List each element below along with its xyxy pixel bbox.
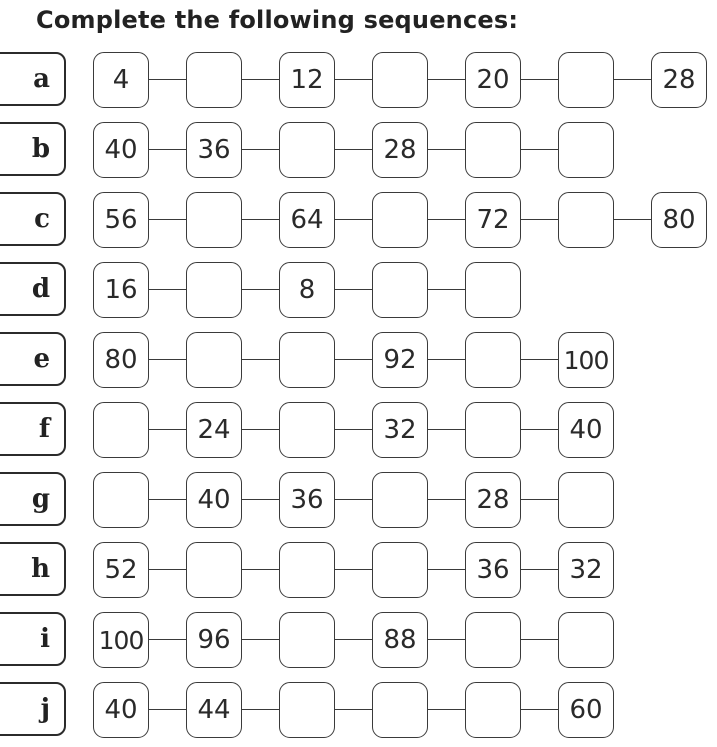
connector-line: [242, 499, 279, 500]
row-label: e: [0, 332, 66, 386]
connector-line: [335, 219, 372, 220]
connector-line: [242, 219, 279, 220]
connector-line: [428, 149, 465, 150]
connector-line: [335, 289, 372, 290]
row-label: c: [0, 192, 66, 246]
sequence-row-h: [0, 542, 717, 598]
connector-line: [428, 289, 465, 290]
answer-box[interactable]: [186, 52, 242, 108]
number-box: 28: [651, 52, 707, 108]
row-label: i: [0, 612, 66, 666]
answer-box[interactable]: [465, 682, 521, 738]
answer-box[interactable]: [465, 262, 521, 318]
connector-line: [521, 569, 558, 570]
number-box: 8: [279, 262, 335, 318]
number-box: 36: [279, 472, 335, 528]
connector-line: [149, 359, 186, 360]
number-box: 96: [186, 612, 242, 668]
connector-line: [428, 359, 465, 360]
answer-box[interactable]: [279, 682, 335, 738]
number-box: 28: [465, 472, 521, 528]
sequence-row-b: [0, 122, 717, 178]
row-label: h: [0, 542, 66, 596]
number-box: 80: [651, 192, 707, 248]
connector-line: [428, 219, 465, 220]
answer-box[interactable]: [558, 472, 614, 528]
number-box: 40: [93, 682, 149, 738]
number-box: 36: [186, 122, 242, 178]
connector-line: [149, 289, 186, 290]
answer-box[interactable]: [186, 262, 242, 318]
answer-box[interactable]: [372, 542, 428, 598]
number-box: 40: [186, 472, 242, 528]
answer-box[interactable]: [279, 402, 335, 458]
connector-line: [335, 79, 372, 80]
number-box: 64: [279, 192, 335, 248]
answer-box[interactable]: [186, 332, 242, 388]
connector-line: [428, 639, 465, 640]
sequence-row-d: [0, 262, 717, 318]
connector-line: [428, 429, 465, 430]
connector-line: [614, 79, 651, 80]
number-box: 40: [93, 122, 149, 178]
sequence-row-e: [0, 332, 717, 388]
number-box: 56: [93, 192, 149, 248]
answer-box[interactable]: [372, 682, 428, 738]
connector-line: [428, 569, 465, 570]
sequence-row-j: [0, 682, 717, 738]
page-title: Complete the following sequences:: [36, 6, 519, 34]
number-box: 32: [372, 402, 428, 458]
number-box: 36: [465, 542, 521, 598]
connector-line: [242, 149, 279, 150]
sequence-row-i: [0, 612, 717, 668]
answer-box[interactable]: [558, 612, 614, 668]
connector-line: [149, 499, 186, 500]
number-box: 100: [93, 612, 149, 668]
answer-box[interactable]: [465, 612, 521, 668]
sequence-row-g: [0, 472, 717, 528]
answer-box[interactable]: [186, 542, 242, 598]
row-label: d: [0, 262, 66, 316]
connector-line: [242, 79, 279, 80]
connector-line: [242, 289, 279, 290]
answer-box[interactable]: [279, 122, 335, 178]
row-label: g: [0, 472, 66, 526]
connector-line: [521, 429, 558, 430]
number-box: 4: [93, 52, 149, 108]
number-box: 60: [558, 682, 614, 738]
connector-line: [149, 149, 186, 150]
answer-box[interactable]: [558, 192, 614, 248]
connector-line: [335, 709, 372, 710]
connector-line: [428, 499, 465, 500]
connector-line: [521, 219, 558, 220]
answer-box[interactable]: [372, 192, 428, 248]
connector-line: [614, 219, 651, 220]
number-box: 32: [558, 542, 614, 598]
number-box: 44: [186, 682, 242, 738]
row-label: f: [0, 402, 66, 456]
number-box: 40: [558, 402, 614, 458]
answer-box[interactable]: [93, 472, 149, 528]
number-box: 100: [558, 332, 614, 388]
answer-box[interactable]: [279, 332, 335, 388]
answer-box[interactable]: [279, 542, 335, 598]
connector-line: [335, 639, 372, 640]
number-box: 72: [465, 192, 521, 248]
number-box: 12: [279, 52, 335, 108]
number-box: 88: [372, 612, 428, 668]
answer-box[interactable]: [372, 262, 428, 318]
connector-line: [149, 429, 186, 430]
connector-line: [242, 639, 279, 640]
connector-line: [335, 429, 372, 430]
number-box: 52: [93, 542, 149, 598]
row-label: a: [0, 52, 66, 106]
answer-box[interactable]: [372, 472, 428, 528]
answer-box[interactable]: [93, 402, 149, 458]
number-box: 28: [372, 122, 428, 178]
connector-line: [335, 569, 372, 570]
connector-line: [335, 499, 372, 500]
answer-box[interactable]: [372, 52, 428, 108]
connector-line: [242, 359, 279, 360]
number-box: 20: [465, 52, 521, 108]
connector-line: [521, 709, 558, 710]
connector-line: [149, 219, 186, 220]
connector-line: [242, 429, 279, 430]
connector-line: [335, 149, 372, 150]
connector-line: [149, 639, 186, 640]
answer-box[interactable]: [279, 612, 335, 668]
connector-line: [149, 709, 186, 710]
row-label: j: [0, 682, 66, 736]
connector-line: [428, 79, 465, 80]
number-box: 92: [372, 332, 428, 388]
connector-line: [521, 149, 558, 150]
answer-box[interactable]: [558, 52, 614, 108]
row-label: b: [0, 122, 66, 176]
answer-box[interactable]: [465, 402, 521, 458]
number-box: 16: [93, 262, 149, 318]
connector-line: [521, 79, 558, 80]
connector-line: [242, 569, 279, 570]
connector-line: [149, 569, 186, 570]
answer-box[interactable]: [186, 192, 242, 248]
number-box: 24: [186, 402, 242, 458]
connector-line: [428, 709, 465, 710]
answer-box[interactable]: [465, 332, 521, 388]
connector-line: [149, 79, 186, 80]
sequence-row-c: [0, 192, 717, 248]
sequence-row-a: [0, 52, 717, 108]
connector-line: [242, 709, 279, 710]
sequence-row-f: [0, 402, 717, 458]
number-box: 80: [93, 332, 149, 388]
connector-line: [521, 639, 558, 640]
answer-box[interactable]: [465, 122, 521, 178]
answer-box[interactable]: [558, 122, 614, 178]
connector-line: [335, 359, 372, 360]
connector-line: [521, 359, 558, 360]
connector-line: [521, 499, 558, 500]
